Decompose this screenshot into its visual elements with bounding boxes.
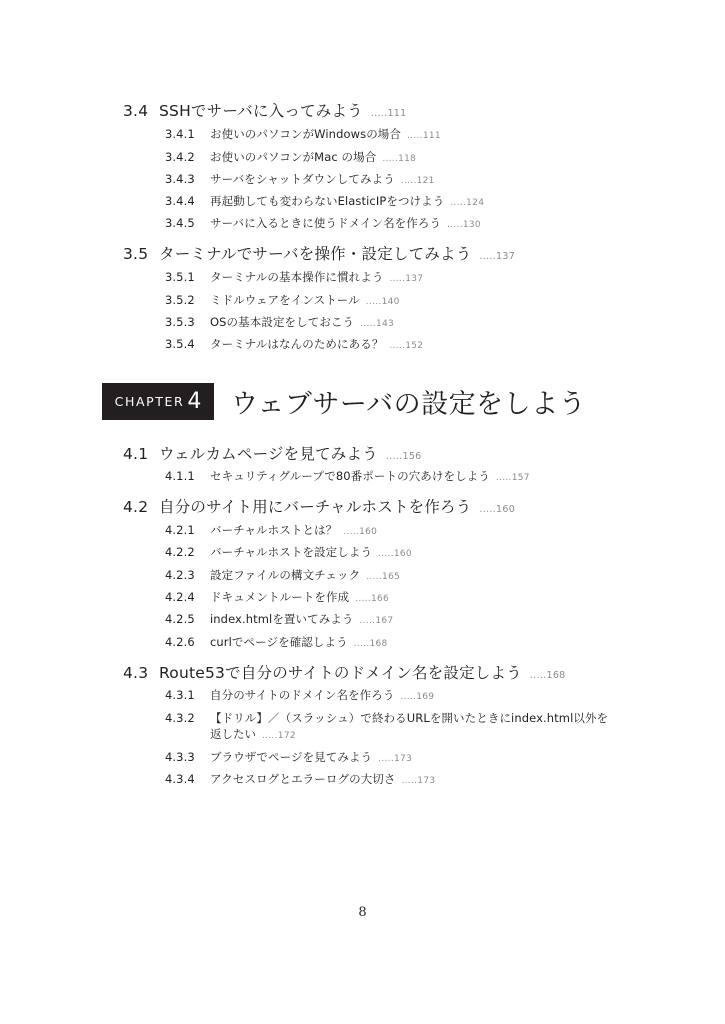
subsection-title: お使いのパソコンがWindowsの場合: [210, 127, 402, 141]
toc-subsection: [165, 567, 400, 583]
subsection-title: OSの基本設定をしておこう: [210, 315, 355, 329]
page-ref: .....160: [378, 549, 412, 559]
subsection-number: 3.4.5: [165, 216, 195, 230]
subsection-number: 3.5.4: [165, 337, 195, 351]
subsection-title: 設定ファイルの構文チェック: [210, 568, 361, 582]
page-ref: .....137: [389, 274, 424, 284]
subsection-number: 4.2.4: [165, 590, 195, 604]
subsection-title: サーバをシャットダウンしてみよう: [210, 172, 395, 186]
page-ref: .....160: [479, 504, 516, 515]
toc-subsection: [165, 589, 389, 605]
subsection-number: 3.4.4: [165, 194, 195, 208]
page-number: 8: [358, 905, 367, 920]
subsection-number: 3.4.3: [165, 172, 195, 186]
page-ref: .....130: [447, 220, 481, 230]
page-ref: .....156: [385, 451, 422, 462]
page-ref: .....168: [529, 670, 566, 681]
toc-section: [123, 99, 407, 121]
subsection-number: 4.2.3: [165, 568, 195, 582]
page-ref: .....111: [407, 131, 441, 141]
page-ref: .....143: [360, 319, 395, 329]
toc-subsection-continuation: [210, 726, 296, 742]
toc-subsection: [165, 336, 423, 352]
subsection-number: 3.5.3: [165, 315, 195, 329]
subsection-number: 4.3.3: [165, 750, 195, 764]
subsection-number: 3.5.1: [165, 270, 195, 284]
subsection-title: index.htmlを置いてみよう: [210, 612, 354, 626]
page-ref: .....173: [378, 754, 413, 764]
page-ref: .....152: [389, 341, 424, 351]
toc-subsection: [165, 749, 412, 765]
toc-subsection: [165, 215, 481, 231]
subsection-number: 4.1.1: [165, 469, 195, 483]
subsection-number: 4.3.4: [165, 772, 195, 786]
subsection-title: curlでページを確認しよう: [210, 635, 348, 649]
subsection-title: サーバに入るときに使うドメイン名を作ろう: [210, 216, 442, 230]
subsection-title: 【ドリル】／（スラッシュ）で終わるURLを開いたときにindex.html以外を: [210, 711, 609, 725]
toc-subsection: [165, 544, 412, 560]
page-ref: .....157: [495, 473, 530, 483]
page-ref: .....173: [401, 776, 436, 786]
page-ref: .....169: [400, 692, 435, 702]
page-ref: .....172: [262, 731, 296, 741]
page-ref: .....165: [366, 572, 401, 582]
section-title: SSHでサーバに入ってみよう: [159, 102, 363, 120]
page-ref: .....140: [365, 297, 400, 307]
section-title: ウェルカムページを見てみよう: [159, 445, 378, 463]
subsection-title: ミドルウェアをインストール: [210, 293, 360, 307]
toc-section: [123, 661, 566, 683]
subsection-number: 4.3.2: [165, 711, 195, 725]
subsection-title: ターミナルはなんのためにある？: [210, 337, 384, 351]
subsection-title-continued: 返したい: [210, 727, 256, 741]
section-number: 4.2: [123, 498, 149, 516]
subsection-number: 4.2.6: [165, 635, 195, 649]
subsection-title: 自分のサイトのドメイン名を作ろう: [210, 688, 395, 702]
section-number: 3.4: [123, 102, 149, 120]
toc-subsection: [165, 171, 435, 187]
toc-subsection: [165, 314, 394, 330]
toc-subsection: [165, 611, 393, 627]
section-number: 4.3: [123, 664, 149, 682]
page-ref: .....111: [370, 108, 407, 119]
subsection-number: 3.5.2: [165, 293, 195, 307]
chapter-number: 4: [187, 389, 202, 414]
toc-section: [123, 442, 422, 464]
toc-subsection: [165, 468, 530, 484]
chapter-badge: [102, 383, 214, 420]
page-ref: .....166: [355, 594, 390, 604]
toc-section: [123, 495, 515, 517]
page-ref: .....168: [353, 639, 388, 649]
toc-subsection: [165, 522, 377, 538]
subsection-title: バーチャルホストを設定しよう: [210, 545, 373, 559]
page-ref: .....167: [359, 616, 394, 626]
toc-section: [123, 242, 515, 264]
toc-subsection: [165, 149, 416, 165]
subsection-number: 4.2.2: [165, 545, 195, 559]
toc-subsection: [165, 687, 434, 703]
subsection-number: 4.2.5: [165, 612, 195, 626]
page-ref: .....137: [479, 251, 516, 262]
subsection-number: 3.4.1: [165, 127, 195, 141]
toc-subsection: [165, 710, 608, 726]
page-ref: .....124: [450, 198, 485, 208]
subsection-number: 4.2.1: [165, 523, 195, 537]
toc-subsection: [165, 193, 484, 209]
section-title: 自分のサイト用にバーチャルホストを作ろう: [159, 498, 472, 516]
subsection-title: ドキュメントルートを作成: [210, 590, 350, 604]
subsection-number: 3.4.2: [165, 150, 195, 164]
subsection-title: アクセスログとエラーログの大切さ: [210, 772, 396, 786]
subsection-title: バーチャルホストとは？: [210, 523, 338, 537]
subsection-title: 再起動しても変わらないElasticIPをつけよう: [210, 194, 445, 208]
toc-subsection: [165, 269, 423, 285]
subsection-title: ターミナルの基本操作に慣れよう: [210, 270, 384, 284]
toc-subsection: [165, 634, 388, 650]
subsection-title: セキュリティグループで80番ポートの穴あけをしよう: [210, 469, 490, 483]
subsection-title: ブラウザでページを見てみよう: [210, 750, 373, 764]
section-title: ターミナルでサーバを操作・設定してみよう: [159, 245, 472, 263]
toc-subsection: [165, 771, 435, 787]
section-number: 3.5: [123, 245, 149, 263]
section-number: 4.1: [123, 445, 149, 463]
subsection-number: 4.3.1: [165, 688, 195, 702]
section-title: Route53で自分のサイトのドメイン名を設定しよう: [159, 664, 522, 682]
subsection-title: お使いのパソコンがMac の場合: [210, 150, 377, 164]
toc-subsection: [165, 292, 400, 308]
chapter-label: CHAPTER: [114, 394, 185, 409]
page-ref: .....121: [400, 176, 435, 186]
chapter-title: ウェブサーバの設定をしよう: [231, 389, 587, 420]
toc-subsection: [165, 126, 441, 142]
page-ref: .....160: [343, 527, 378, 537]
page-ref: .....118: [382, 154, 417, 164]
